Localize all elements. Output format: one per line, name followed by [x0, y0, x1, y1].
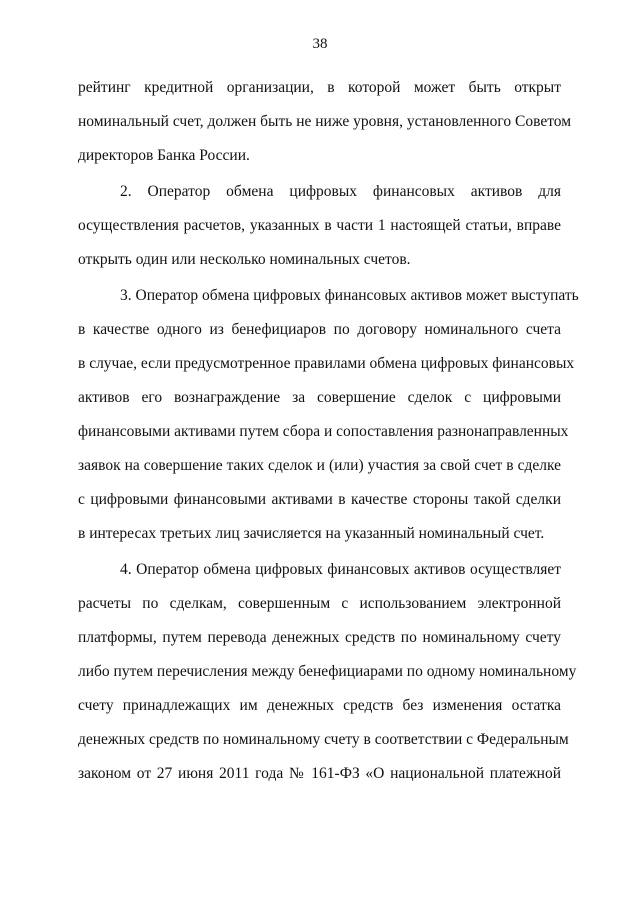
text-line: активов его вознаграждение за совершение сделок с цифровыми [78, 389, 561, 406]
text-line: 3. Оператор обмена цифровых финансовых активов может выступать [120, 287, 579, 304]
paragraph-2 [78, 175, 561, 277]
text-line: номинальный счет, должен быть не ниже уровня, установленного Советом [78, 113, 572, 130]
paragraph-3 [78, 279, 579, 551]
paragraph-1 [78, 71, 572, 173]
text-line: счету принадлежащих им денежных средств без изменения остатка [78, 697, 561, 714]
text-line: финансовыми активами путем сбора и сопоставления разнонаправленных [78, 423, 569, 440]
text-line: в качестве одного из бенефициаров по договору номинального счета [78, 321, 561, 338]
text-line: в интересах третьих лиц зачисляется на указанный номинальный счет. [78, 525, 545, 542]
text-line: платформы, путем перевода денежных средств по номинальному счету [78, 629, 561, 646]
text-line: либо путем перечисления между бенефициарами по одному номинальному [78, 663, 577, 680]
text-line: законом от 27 июня 2011 года № 161-ФЗ «О национальной платежной [78, 765, 561, 782]
text-line: 4. Оператор обмена цифровых финансовых активов осуществляет [120, 561, 561, 578]
text-line: 2. Оператор обмена цифровых финансовых активов для [120, 183, 561, 200]
text-line: заявок на совершение таких сделок и (или) участия за свой счет в сделке [78, 457, 561, 474]
document-body [78, 71, 579, 791]
paragraph-4 [78, 553, 577, 791]
text-line: денежных средств по номинальному счету в соответствии с Федеральным [78, 731, 569, 748]
text-line: в случае, если предусмотренное правилами обмена цифровых финансовых [78, 355, 575, 372]
page-number: 38 [312, 36, 328, 52]
text-line: осуществления расчетов, указанных в части 1 настоящей статьи, вправе [78, 217, 561, 234]
text-line: рейтинг кредитной организации, в которой может быть открыт [78, 79, 561, 96]
text-line: расчеты по сделкам, совершенным с использованием электронной [78, 595, 561, 612]
text-line: директоров Банка России. [78, 147, 250, 164]
text-line: с цифровыми финансовыми активами в качестве стороны такой сделки [78, 491, 561, 508]
text-line: открыть один или несколько номинальных счетов. [78, 251, 411, 268]
